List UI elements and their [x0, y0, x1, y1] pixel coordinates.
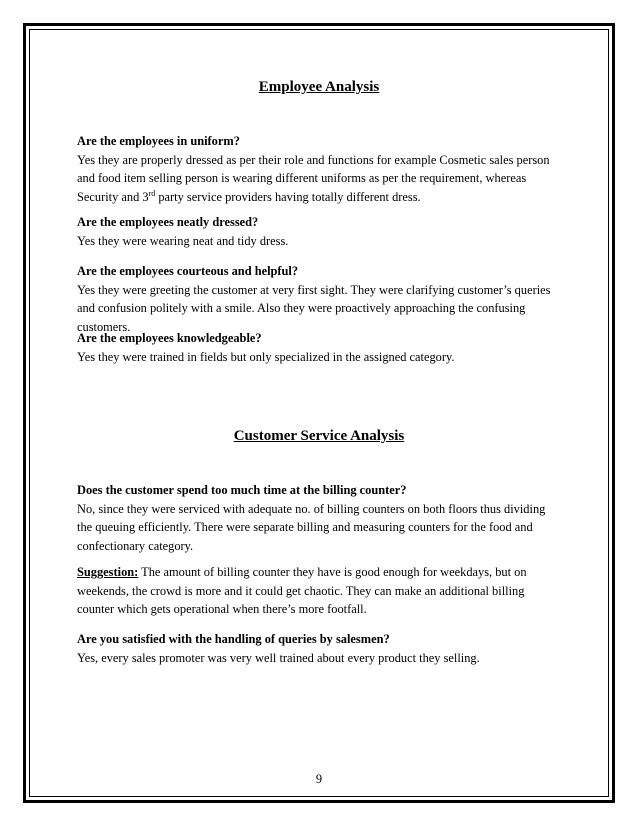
page-number: 9: [315, 772, 323, 786]
question-salesmen-queries: Are you satisfied with the handling of queries by salesmen?: [77, 632, 390, 646]
answer-knowledgeable: Yes they were trained in fields but only specialized in the assigned category.: [77, 349, 455, 364]
answer-uniform-part2: party service providers having totally different dress.: [155, 189, 421, 204]
answer-uniform-part1: Yes they are properly dressed as per their role and functions for example Cosmetic sales person and food item selling person is wearing different uniforms as per the requirement, whereas Security and 3: [77, 152, 550, 204]
qa-courteous: [77, 262, 562, 336]
suggestion-paragraph: [77, 563, 562, 619]
answer-salesmen-queries: Yes, every sales promoter was very well trained about every product they selling.: [77, 650, 480, 665]
qa-knowledgeable: [77, 329, 562, 366]
suggestion-text: The amount of billing counter they have is good enough for weekdays, but on weekends, the crowd is more and it could get chaotic. They can make an additional billing counter which gets operational when there’s more footfall.: [77, 565, 527, 616]
question-uniform: Are the employees in uniform?: [77, 134, 240, 148]
answer-uniform: [77, 151, 562, 207]
answer-neat: Yes they were wearing neat and tidy dress.: [77, 233, 289, 248]
question-billing-time: Does the customer spend too much time at the billing counter?: [77, 483, 407, 497]
qa-neat: [77, 213, 562, 250]
customer-service-analysis-title: Customer Service Analysis: [233, 428, 405, 444]
suggestion-label: Suggestion:: [77, 565, 139, 579]
qa-billing-time: [77, 481, 562, 555]
answer-uniform-sup: rd: [148, 188, 156, 198]
question-courteous: Are the employees courteous and helpful?: [77, 264, 299, 278]
qa-salesmen-queries: [77, 630, 562, 667]
answer-courteous: Yes they were greeting the customer at very first sight. They were clarifying customer’s queries and confusion politely with a smile. Also they were proactively approaching the confusing customers.: [77, 282, 551, 334]
employee-analysis-title: Employee Analysis: [258, 79, 380, 95]
suggestion-block: [77, 563, 562, 619]
question-knowledgeable: Are the employees knowledgeable?: [77, 331, 262, 345]
answer-billing-time: No, since they were serviced with adequate no. of billing counters on both floors thus dividing the queuing efficiently. There were separate billing and measuring counters for the food and confectionary category.: [77, 501, 546, 553]
qa-uniform: [77, 132, 562, 206]
question-neat: Are the employees neatly dressed?: [77, 215, 259, 229]
